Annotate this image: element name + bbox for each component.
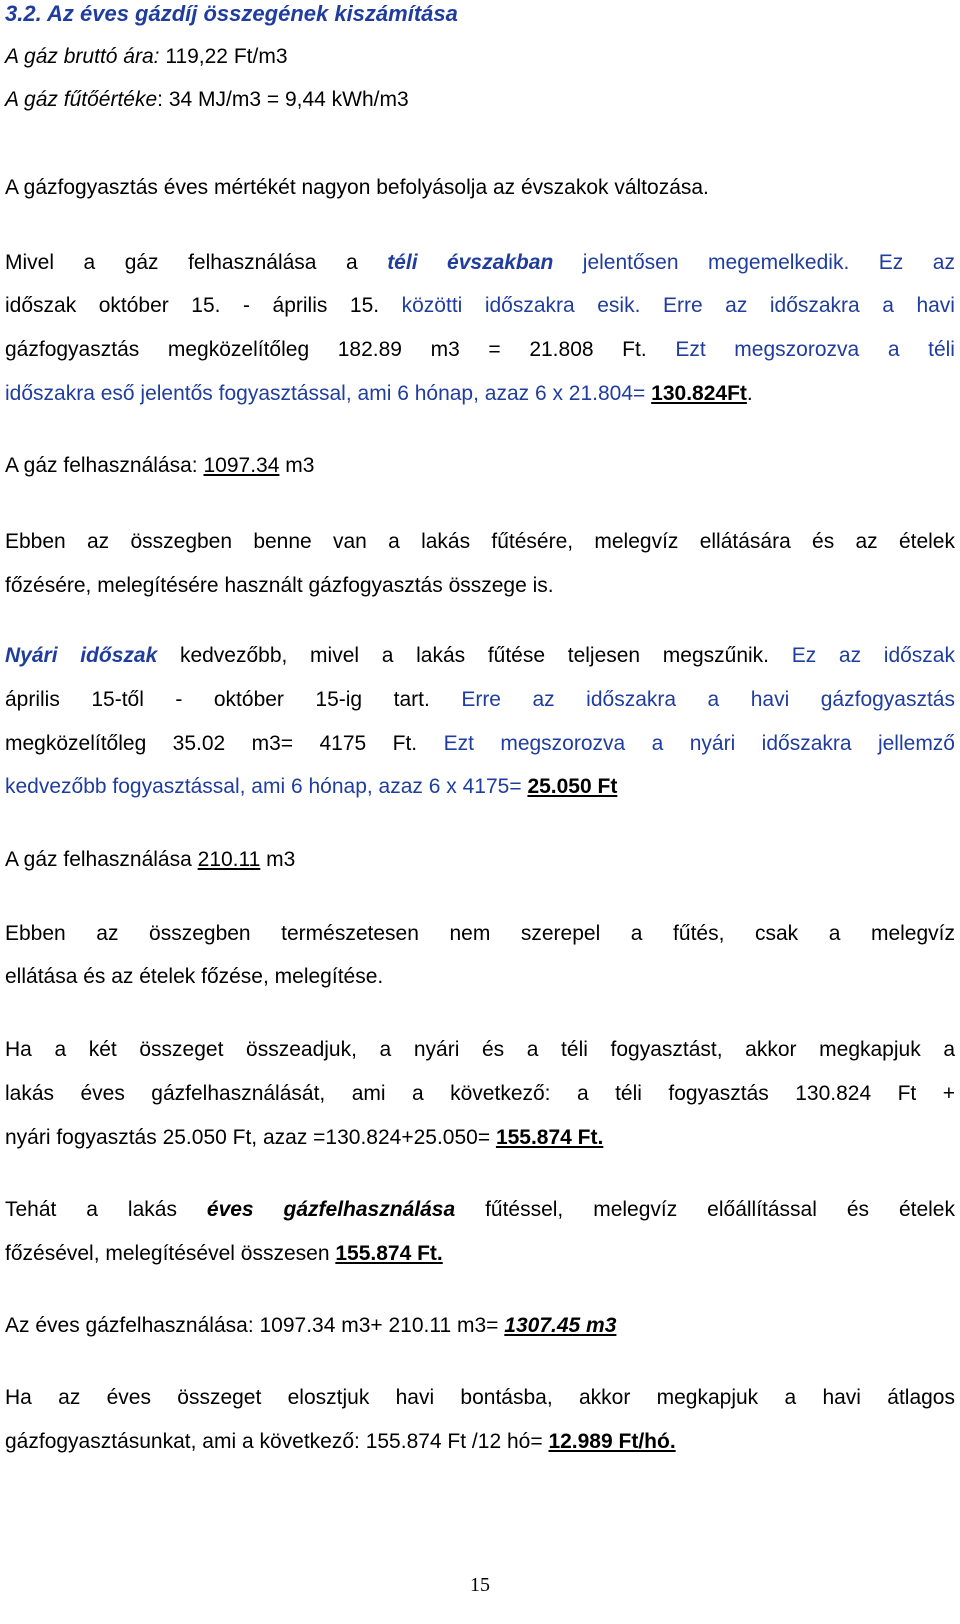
summer-note-line-2: ellátása és az ételek főzése, melegítése. bbox=[5, 965, 384, 988]
winter-usage-value-a: 1097. bbox=[203, 454, 257, 477]
sum-line-3 bbox=[5, 1124, 603, 1152]
annual-l2-a: főzésével, melegítésével összesen bbox=[5, 1242, 330, 1265]
summer-l4-a: kedvezőbb fogyasztással, ami 6 hónap, azaz 6 x 4175= bbox=[5, 775, 522, 798]
annual-l1-a: Tehát a lakás bbox=[5, 1198, 177, 1221]
winter-usage-unit: m3 bbox=[279, 454, 315, 477]
winter-line-1 bbox=[5, 249, 955, 277]
summer-note-line-1: Ebben az összegben természetesen nem szerepel a fűtés, csak a melegvíz bbox=[5, 922, 955, 945]
winter-usage-line bbox=[5, 452, 314, 480]
winter-l3-a: gázfogyasztás megközelítőleg 182.89 m3 = 21.808 Ft. bbox=[5, 338, 647, 361]
annual-usage-total: 1307.45 m3 bbox=[504, 1314, 617, 1337]
intro-text: A gázfogyasztás éves mértékét nagyon befolyásolja az évszakok változása. bbox=[5, 176, 709, 199]
sum-line-1: Ha a két összeget összeadjuk, a nyári és a téli fogyasztást, akkor megkapjuk a bbox=[5, 1038, 955, 1061]
winter-season-emphasis: téli évszakban bbox=[387, 251, 554, 274]
sum-l3-a: nyári fogyasztás 25.050 Ft, azaz =130.824+25.050= bbox=[5, 1126, 491, 1149]
monthly-l2-a: gázfogyasztásunkat, ami a következő: 155.874 Ft /12 hó= bbox=[5, 1430, 543, 1453]
summer-line-3 bbox=[5, 730, 955, 758]
winter-note-line-2: főzésére, melegítésére használt gázfogyasztás összege is. bbox=[5, 574, 554, 597]
winter-total: 130.824Ft bbox=[651, 382, 747, 405]
winter-l1-a: Mivel a gáz felhasználása a bbox=[5, 251, 358, 274]
summer-l3-a: megközelítőleg 35.02 m3= 4175 Ft. bbox=[5, 732, 418, 755]
winter-l1-c: Ez az bbox=[878, 251, 955, 274]
summer-season-emphasis: Nyári időszak bbox=[5, 644, 158, 667]
sum-total: 155.874 Ft. bbox=[495, 1126, 604, 1149]
winter-line-4 bbox=[5, 380, 753, 408]
annual-emphasis: éves gázfelhasználása bbox=[206, 1198, 456, 1221]
summer-line-4 bbox=[5, 773, 617, 801]
winter-usage-value-b: 34 bbox=[256, 454, 280, 477]
winter-note-line-1: Ebben az összegben benne van a lakás fűtésére, melegvíz ellátására és az ételek bbox=[5, 530, 955, 553]
summer-usage-value-a: 210. bbox=[197, 848, 239, 871]
section-heading: 3.2. Az éves gázdíj összegének kiszámítása bbox=[5, 1, 458, 26]
gas-price-label: A gáz bruttó ára: bbox=[5, 45, 160, 68]
winter-l1-b: jelentősen megemelkedik. bbox=[582, 251, 850, 274]
summer-line-1 bbox=[5, 642, 955, 670]
summer-usage-label: A gáz felhasználása bbox=[5, 848, 192, 871]
annual-line-1 bbox=[5, 1196, 955, 1224]
annual-total: 155.874 Ft. bbox=[335, 1242, 443, 1265]
sum-line-2: lakás éves gázfelhasználását, ami a következő: a téli fogyasztás 130.824 Ft + bbox=[5, 1082, 955, 1105]
winter-l3-b: Ezt megszorozva a téli bbox=[675, 338, 955, 361]
monthly-line-2 bbox=[5, 1428, 676, 1456]
summer-usage-value-b: 11 bbox=[238, 848, 261, 871]
annual-usage-text: Az éves gázfelhasználása: 1097.34 m3+ 210.11 m3= bbox=[5, 1314, 499, 1337]
summer-usage-unit: m3 bbox=[260, 848, 296, 871]
monthly-line-1: Ha az éves összeget elosztjuk havi bontásba, akkor megkapjuk a havi átlagos bbox=[5, 1386, 955, 1409]
annual-usage-line bbox=[5, 1312, 616, 1340]
gas-price-value: 119,22 Ft/m3 bbox=[159, 45, 288, 68]
winter-usage-label: A gáz felhasználása: bbox=[5, 454, 198, 477]
winter-line-2 bbox=[5, 292, 955, 320]
gas-heat-line bbox=[5, 86, 409, 114]
winter-l2-b: közötti időszakra esik. bbox=[401, 294, 641, 317]
summer-l2-a: április 15-től - október 15-ig tart. bbox=[5, 688, 430, 711]
winter-l4-a: időszakra eső jelentős fogyasztással, ami 6 hónap, azaz 6 x 21.804= bbox=[5, 382, 646, 405]
summer-l3-b: Ezt megszorozva a nyári időszakra jellemző bbox=[443, 732, 955, 755]
annual-line-2 bbox=[5, 1240, 443, 1268]
gas-heat-label: A gáz fűtőértéke bbox=[5, 88, 158, 111]
page-number: 15 bbox=[470, 1574, 490, 1596]
summer-l1-a: kedvezőbb, mivel a lakás fűtése teljesen megszűnik. bbox=[179, 644, 770, 667]
monthly-total: 12.989 Ft/hó. bbox=[548, 1430, 676, 1453]
summer-l2-b: Erre az időszakra a havi gázfogyasztás bbox=[461, 688, 955, 711]
summer-usage-line bbox=[5, 846, 295, 874]
gas-price-line bbox=[5, 43, 288, 71]
summer-l1-b: Ez az időszak bbox=[791, 644, 955, 667]
annual-l1-b: fűtéssel, melegvíz előállítással és ételek bbox=[485, 1198, 955, 1221]
summer-line-2 bbox=[5, 686, 955, 714]
winter-l2-a: időszak október 15. - április 15. bbox=[5, 294, 380, 317]
winter-l2-c: Erre az időszakra a havi bbox=[662, 294, 955, 317]
winter-line-3 bbox=[5, 336, 955, 364]
summer-total: 25.050 Ft bbox=[527, 775, 618, 798]
gas-heat-value: : 34 MJ/m3 = 9,44 kWh/m3 bbox=[157, 88, 409, 111]
winter-l4-end: . bbox=[746, 382, 753, 405]
